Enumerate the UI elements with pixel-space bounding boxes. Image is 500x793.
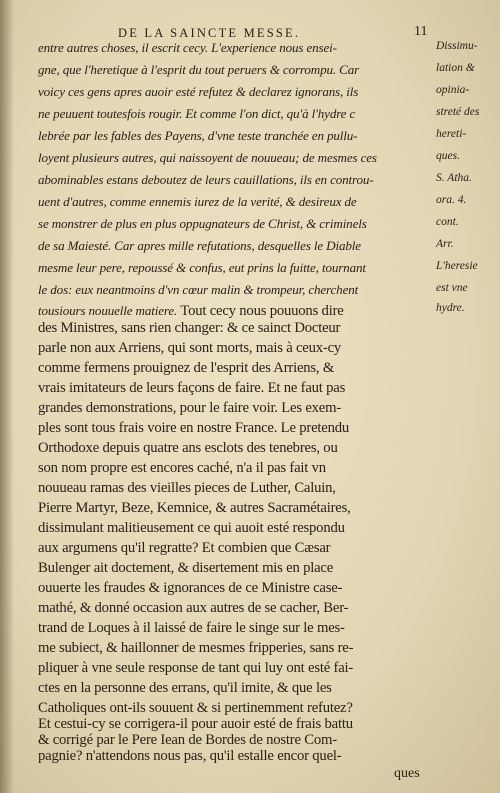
roman-line-13: Bulenger ait doctement, & disertement mis en place <box>38 560 334 576</box>
roman-line-2: parle non aux Arriens, qui sont morts, mais à ceux-cy <box>38 340 342 356</box>
roman-line-17: me subiect, & haillonner de mesmes fripperies, sans re- <box>38 640 354 656</box>
roman-lead-in: Tout cecy nous pouuons dire <box>177 303 344 319</box>
italic-line-5: lebrée par les fables des Payens, d'vne teste tranchée en pullu- <box>38 128 358 143</box>
italic-line-4: ne peuuent toutesfois rougir. Et comme l'on dict, qu'à l'hydre c <box>38 106 356 121</box>
roman-line-9: nouueau ramas des vieilles pieces de Luther, Caluin, <box>38 480 336 496</box>
margin-note-10: Arr. <box>436 238 454 250</box>
italic-line-12: le dos: eux neantmoins d'vn cœur malin & trompeur, cherchent <box>38 282 359 297</box>
roman-line-22: & corrigé par le Pere Iean de Bordes de nostre Com- <box>38 732 337 748</box>
running-title: DE LA SAINCTE MESSE. <box>118 26 301 40</box>
roman-line-3: comme fermens prouignez de l'esprit des Arriens, & <box>38 360 335 376</box>
page-number: 11 <box>414 24 428 39</box>
italic-line-7: abominables estans deboutez de leurs cauillations, ils en controu- <box>38 172 374 187</box>
margin-note-8: ora. 4. <box>436 194 467 206</box>
mixed-line <box>38 302 433 320</box>
margin-note-7: S. Atha. <box>436 172 472 184</box>
roman-line-8: son nom propre est encores caché, n'a il pas fait vn <box>38 460 326 476</box>
italic-line-6: loyent plusieurs autres, qui naissoyent de nouueau; de mesmes ces <box>38 150 377 165</box>
margin-note-6: ques. <box>436 150 460 162</box>
roman-line-10: Pierre Martyr, Beze, Kemnice, & autres Sacramétaires, <box>38 500 351 516</box>
roman-line-5: grandes demonstrations, pour le faire voir. Les exem- <box>38 400 342 416</box>
italic-line-3: voicy ces gens apres auoir esté refutez & declarez ignorans, ils <box>38 84 359 99</box>
margin-note-1: Dissimu- <box>436 40 478 52</box>
roman-line-15: mathé, & donné occasion aux autres de se cacher, Ber- <box>38 600 349 616</box>
roman-line-20: Catholiques ont-ils souuent & si pertinemment refutez? <box>38 700 353 716</box>
roman-line-21: Et cestui-cy se corrigera-il pour auoir esté de frais battu <box>38 716 353 732</box>
italic-line-10: de sa Maiesté. Car apres mille refutations, desquelles le Diable <box>38 238 361 253</box>
margin-note-2: lation & <box>436 62 475 74</box>
margin-note-9: cont. <box>436 216 459 228</box>
binding-shadow <box>0 0 14 793</box>
margin-note-3: opinia- <box>436 84 470 96</box>
roman-line-7: Orthodoxe depuis quatre ans esclots des tenebres, ou <box>38 440 338 456</box>
catchword: ques <box>394 766 420 781</box>
margin-note-5: hereti- <box>436 128 467 140</box>
margin-note-11: L'heresie <box>436 260 478 272</box>
margin-note-4: streté des <box>436 106 480 118</box>
italic-line-2: gne, que l'heretique à l'esprit du tout peruers & corrompu. Car <box>38 62 360 77</box>
roman-line-16: trand de Loques à il laissé de faire le singe sur le mes- <box>38 620 345 636</box>
roman-line-19: ctes en la personne des errans, qu'il imite, & que les <box>38 680 332 696</box>
roman-line-4: vrais imitateurs de leurs façons de faire. Et ne faut pas <box>38 380 346 396</box>
roman-line-23: pagnie? n'attendons nous pas, qu'il estalle encor quel- <box>38 748 342 764</box>
roman-line-6: ples sont tous frais voire en nostre France. Le pretendu <box>38 420 350 436</box>
roman-line-18: pliquer à vne seule response de tant qui luy ont esté fai- <box>38 660 354 676</box>
roman-line-12: aux argumens qu'il regratte? Et combien que Cæsar <box>38 540 331 556</box>
italic-line-11: mesme leur pere, repoussé & confus, eut prins la fuitte, tournant <box>38 260 366 275</box>
italic-line-1: entre autres choses, il escrit cecy. L'experience nous ensei- <box>38 40 337 55</box>
margin-note-13: hydre. <box>436 302 465 314</box>
margin-note-12: est vne <box>436 282 468 294</box>
roman-line-14: ouuerte les fraudes & ignorances de ce Ministre case- <box>38 580 343 596</box>
roman-line-11: dissimulant malitieusement ce qui auoit esté respondu <box>38 520 345 536</box>
italic-line-13: tousiours nouuelle matiere. <box>38 303 178 318</box>
roman-line-1: des Ministres, sans rien changer: & ce sainct Docteur <box>38 320 341 336</box>
italic-line-8: uent d'autres, comme ennemis iurez de la verité, & desireux de <box>38 194 357 209</box>
italic-line-9: se monstrer de plus en plus oppugnateurs de Christ, & criminels <box>38 216 367 231</box>
